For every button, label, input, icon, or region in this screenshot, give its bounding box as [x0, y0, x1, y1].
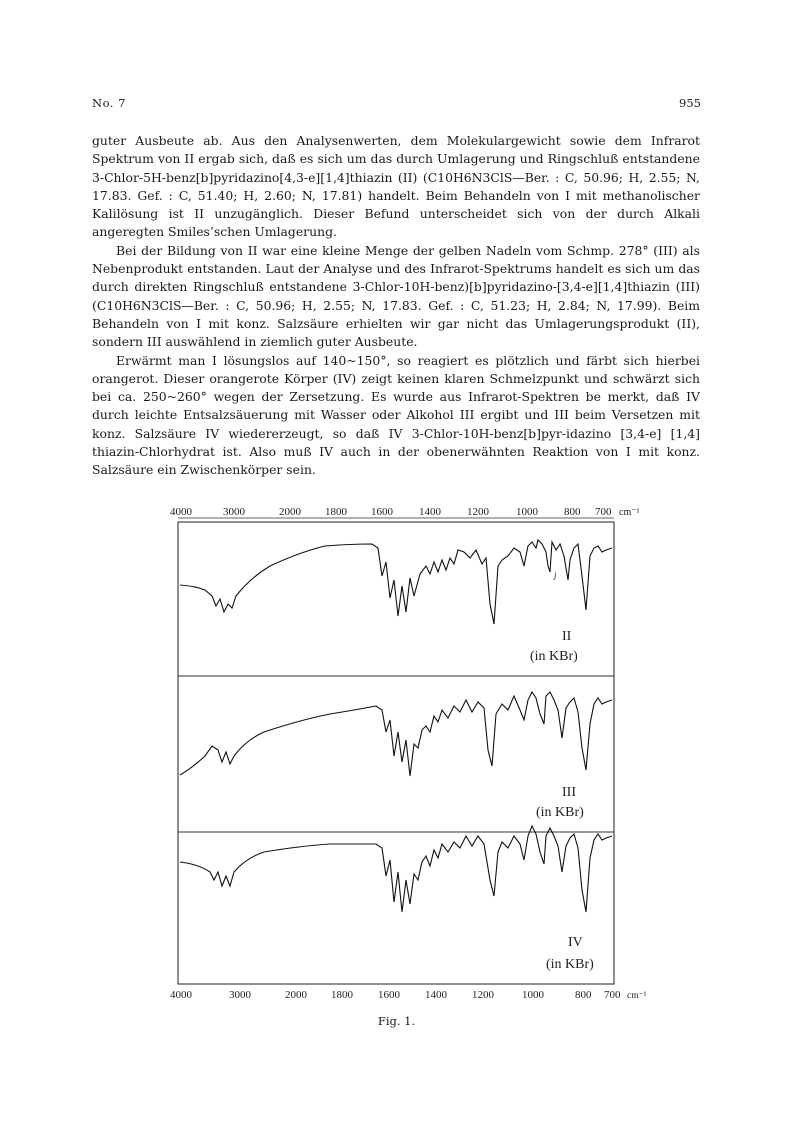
top-tick-800: 800: [564, 506, 581, 518]
paragraph-1: guter Ausbeute ab. Aus den Analysenwerten, dem Molekulargewicht sowie dem Infrarot Spektrum von II ergab sich, daß es sich um das durch Umlagerung und Ringschluß entstandene 3-Chlor-5H-benz[b]pyridazino[4,3-e][1,4]thiazin (II) (C10H6N3ClS—Ber. : C, 50.96; H, 2.55; N, 17.83. Gef. : C, 51.40; H, 2.60; N, 17.81) handelt. Beim Behandeln von I mit methanolischer Kalilösung ist II unzugänglich. Dieser Befund unterscheidet sich von der durch Alkali angeregten Smiles’schen Umlagerung.: [92, 133, 700, 240]
spectra-frame: [178, 522, 614, 984]
spectrum-curve-iii: [180, 692, 612, 776]
top-tick-1600: 1600: [371, 506, 393, 518]
ir-spectra-svg: [150, 500, 670, 1000]
figure-caption: Fig. 1.: [377, 1014, 416, 1028]
top-tick-3000: 3000: [223, 506, 245, 518]
bottom-tick-1800: 1800: [331, 989, 353, 1000]
page-number: 955: [679, 96, 701, 110]
spectrum-curve-iv: [180, 826, 612, 912]
top-tick-1800: 1800: [325, 506, 347, 518]
panel-label-iii: III: [562, 785, 576, 800]
paragraph-3: Erwärmt man I lösungslos auf 140~150°, so reagiert es plötzlich und färbt sich hierbei orangerot. Dieser orangerote Körper (IV) zeigt keinen klaren Schmelzpunkt und schwärzt sich bei ca. 250~260° wegen der Zersetzung. Es wurde aus Infrarot-Spektren be merkt, daß IV durch leichte Entsalzsäuerung mit Wasser oder Alkohol III ergibt und III beim Versetzen mit konz. Salzsäure IV wiedererzeugt, so daß IV 3-Chlor-10H-benz[b]pyr-idazino [3,4-e] [1,4] thiazin-Chlorhydrat ist. Also muß IV auch in der obenerwähnten Reaktion von I mit konz. Salzsäure ein Zwischenkörper sein.: [92, 352, 700, 478]
top-tick-2000: 2000: [279, 506, 301, 518]
top-tick-4000: 4000: [170, 506, 192, 518]
bottom-tick-1400: 1400: [425, 989, 447, 1000]
spectrum-curve-ii: [180, 540, 612, 624]
article-body: [92, 132, 700, 480]
bottom-tick-3000: 3000: [229, 989, 251, 1000]
panel-medium-iv: (in KBr): [546, 957, 594, 972]
bottom-tick-labels: [170, 989, 647, 1000]
top-tick-1200: 1200: [467, 506, 489, 518]
top-tick-1000: 1000: [516, 506, 538, 518]
top-tick-700: 700: [595, 506, 612, 518]
top-tick-1400: 1400: [419, 506, 441, 518]
spectrum-ii-annotation-mark: j: [554, 570, 557, 580]
journal-issue-number: No. 7: [92, 96, 126, 110]
bottom-tick-2000: 2000: [285, 989, 307, 1000]
bottom-tick-4000: 4000: [170, 989, 192, 1000]
panel-label-ii: II: [562, 629, 572, 644]
ir-spectra-figure: [150, 500, 670, 1000]
bottom-tick-1200: 1200: [472, 989, 494, 1000]
panel-medium-iii: (in KBr): [536, 805, 584, 820]
bottom-tick-1600: 1600: [378, 989, 400, 1000]
top-tick-labels: [170, 506, 640, 518]
bottom-axis-unit: cm⁻¹: [627, 991, 647, 1000]
bottom-tick-700: 700: [604, 989, 621, 1000]
bottom-tick-800: 800: [575, 989, 592, 1000]
bottom-tick-1000: 1000: [522, 989, 544, 1000]
panel-label-iv: IV: [568, 935, 583, 950]
panel-medium-ii: (in KBr): [530, 649, 578, 664]
top-axis-unit: cm⁻¹: [619, 507, 640, 518]
paragraph-2: Bei der Bildung von II war eine kleine Menge der gelben Nadeln vom Schmp. 278° (III) als Nebenprodukt entstanden. Laut der Analyse und des Infrarot-Spektrums handelt es sich um das durch direkten Ringschluß entstandene 3-Chlor-10H-benz)[b]pyridazino-[3,4-e][1,4]thiazin (III) (C10H6N3ClS—Ber. : C, 50.96; H, 2.55; N, 17.83. Gef. : C, 51.23; H, 2.84; N, 17.99). Beim Behandeln von I mit konz. Salzsäure erhielten wir gar nicht das Umlagerungsprodukt (II), sondern III auswählend in ziemlich guter Ausbeute.: [92, 242, 700, 350]
